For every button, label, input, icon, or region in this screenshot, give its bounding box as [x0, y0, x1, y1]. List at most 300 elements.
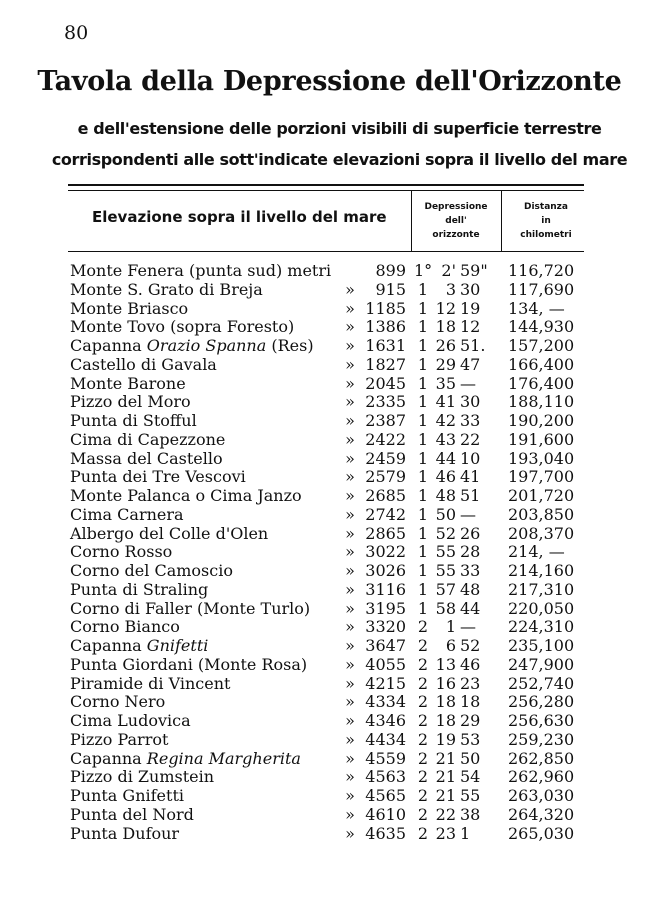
distance-value: 256,630 [508, 711, 575, 730]
depression-seconds: 48 [460, 579, 481, 599]
row-name [70, 806, 194, 825]
row-name [70, 431, 225, 450]
depression-seconds: 10 [460, 448, 481, 468]
depression-seconds: 47 [460, 354, 481, 374]
elevation-value: 2742 [365, 504, 406, 524]
table-row [0, 337, 659, 356]
elevation-value: 899 [375, 261, 406, 280]
row-name [70, 731, 168, 750]
distance-value: 176,400 [508, 373, 575, 393]
distance-value: 203,850 [508, 504, 575, 524]
depression-minutes: 26 [435, 336, 456, 355]
row-name-text: Monte Briasco [70, 298, 189, 318]
depression-minutes: 21 [435, 767, 456, 787]
table-row [0, 806, 659, 825]
depression-seconds: 53 [460, 729, 481, 749]
row-name-text: Castello di Gavala [70, 354, 217, 374]
table-rule-top-thick [68, 184, 584, 186]
header-distance-line: in [541, 216, 551, 226]
elevation-value: 2422 [365, 429, 406, 449]
depression-seconds: 28 [460, 542, 481, 562]
row-name-text: Punta di Stofful [70, 411, 197, 430]
depression-minutes: 19 [435, 729, 456, 749]
header-distance-line: Distanza [523, 202, 568, 212]
table-row [0, 487, 659, 506]
row-name [70, 581, 208, 600]
depression-degrees: 2 [417, 804, 428, 824]
row-name-text: Capanna [70, 636, 147, 655]
depression-degrees: 2 [417, 823, 428, 843]
depression-seconds: — [460, 617, 476, 637]
table-row [0, 393, 659, 412]
ditto-mark: » [345, 823, 355, 843]
header-divider-1 [411, 190, 412, 251]
depression-minutes: 41 [435, 392, 456, 412]
ditto-mark: » [345, 354, 355, 374]
row-name-text: Albergo del Colle d'Olen [70, 523, 269, 543]
depression-minutes: 43 [435, 429, 456, 449]
depression-degrees: 2 [417, 748, 428, 768]
row-name-text: Punta dei Tre Vescovi [70, 467, 246, 487]
distance-value: 193,040 [508, 448, 575, 468]
elevation-value: 3116 [365, 579, 406, 599]
depression-degrees: 1 [417, 279, 428, 299]
header-distance [505, 200, 587, 242]
depression-seconds: — [460, 504, 476, 524]
elevation-value: 4215 [365, 673, 406, 693]
row-name [70, 656, 307, 675]
depression-seconds: 19 [460, 298, 481, 318]
ditto-mark: » [345, 748, 355, 768]
depression-minutes: 18 [435, 317, 456, 337]
ditto-mark: » [345, 767, 355, 787]
distance-value: 117,690 [508, 279, 575, 299]
depression-degrees: 1 [417, 317, 428, 337]
depression-degrees: 1 [417, 448, 428, 468]
depression-minutes: 16 [435, 673, 456, 693]
ditto-mark: » [345, 654, 355, 674]
elevation-value: 2579 [365, 467, 406, 487]
elevation-value: 1631 [365, 336, 406, 355]
row-name-text: Capanna [70, 748, 147, 768]
table-row [0, 318, 659, 337]
row-name [70, 375, 186, 394]
row-name [70, 450, 223, 469]
table-row [0, 431, 659, 450]
depression-minutes: 42 [435, 411, 456, 430]
row-name-text: Monte Palanca o Cima Janzo [70, 486, 302, 505]
row-name [70, 300, 188, 319]
row-name [70, 750, 301, 769]
table-row [0, 693, 659, 712]
depression-degrees: 2 [417, 711, 428, 730]
elevation-value: 4346 [365, 711, 406, 730]
page-title: Tavola della Depressione dell'Orizzonte [37, 66, 622, 97]
distance-value: 217,310 [508, 579, 575, 599]
depression-seconds: 22 [460, 429, 481, 449]
table-row [0, 281, 659, 300]
elevation-value: 2865 [365, 523, 406, 543]
row-name [70, 525, 268, 544]
row-name [70, 637, 208, 656]
row-name-italic: Orazio Spanna [146, 336, 267, 355]
depression-minutes: 3 [445, 279, 456, 299]
elevation-value: 4559 [365, 748, 406, 768]
depression-minutes: 22 [435, 804, 456, 824]
elevation-value: 4563 [365, 767, 406, 787]
depression-degrees: 1 [417, 523, 428, 543]
depression-degrees: 2 [417, 767, 428, 787]
elevation-value: 2685 [365, 486, 406, 505]
header-depression-line: dell' [445, 216, 467, 226]
depression-degrees: 2 [417, 729, 428, 749]
distance-value: 144,930 [508, 317, 575, 337]
table-row [0, 412, 659, 431]
row-name-suffix: (Res) [266, 336, 314, 355]
row-name-text: Pizzo Parrot [70, 729, 169, 749]
depression-degrees: 2 [417, 692, 428, 712]
depression-degrees: 1 [417, 467, 428, 487]
distance-value: 262,960 [508, 767, 575, 787]
ditto-mark: » [345, 542, 355, 562]
ditto-mark: » [345, 429, 355, 449]
depression-seconds: 30 [460, 279, 481, 299]
row-name-text: Pizzo di Zumstein [70, 767, 215, 787]
row-name [70, 487, 302, 506]
distance-value: 252,740 [508, 673, 575, 693]
table-row [0, 581, 659, 600]
depression-minutes: 55 [435, 561, 456, 580]
depression-seconds: 38 [460, 804, 481, 824]
ditto-mark: » [345, 617, 355, 637]
depression-degrees: 1 [417, 354, 428, 374]
row-name-text: Cima Carnera [70, 504, 184, 524]
row-name-text: Piramide di Vincent [70, 673, 231, 693]
distance-value: 190,200 [508, 411, 575, 430]
depression-seconds: 46 [460, 654, 481, 674]
distance-value: 201,720 [508, 486, 575, 505]
row-name [70, 618, 180, 637]
row-name [70, 693, 165, 712]
depression-seconds: 50 [460, 748, 481, 768]
depression-minutes: 21 [435, 748, 456, 768]
table-row [0, 300, 659, 319]
depression-seconds: — [460, 373, 476, 393]
row-name-text: Monte Barone [70, 373, 186, 393]
row-name-text: Capanna [70, 336, 147, 355]
depression-seconds: 51. [460, 336, 486, 355]
ditto-mark: » [345, 729, 355, 749]
distance-value: 247,900 [508, 654, 575, 674]
distance-value: 265,030 [508, 823, 575, 843]
row-name [70, 600, 310, 619]
row-name [70, 356, 217, 375]
elevation-value: 3022 [365, 542, 406, 562]
ditto-mark: » [345, 486, 355, 505]
ditto-mark: » [345, 317, 355, 337]
table-rule-header-bottom [68, 251, 584, 252]
distance-value: 157,200 [508, 336, 575, 355]
depression-minutes: 50 [435, 504, 456, 524]
distance-value: 214,160 [508, 561, 575, 580]
table-row [0, 768, 659, 787]
depression-minutes: 29 [435, 354, 456, 374]
table-body [0, 262, 659, 843]
row-name-text: Punta Gnifetti [70, 786, 184, 805]
row-name-italic: Regina Margherita [146, 748, 301, 768]
row-name-text: Cima Ludovica [70, 711, 191, 730]
table-row [0, 787, 659, 806]
ditto-mark: » [345, 804, 355, 824]
depression-degrees: 1 [417, 429, 428, 449]
elevation-value: 4334 [365, 692, 406, 712]
depression-minutes: 44 [435, 448, 456, 468]
ditto-mark: » [345, 392, 355, 412]
elevation-value: 3195 [365, 598, 406, 618]
row-name [70, 337, 314, 356]
row-name [70, 787, 184, 806]
table-row [0, 712, 659, 731]
table-row [0, 562, 659, 581]
header-depression [415, 200, 497, 242]
row-name [70, 562, 233, 581]
elevation-value: 4055 [365, 654, 406, 674]
table-row [0, 675, 659, 694]
ditto-mark: » [345, 673, 355, 693]
ditto-mark: » [345, 298, 355, 318]
elevation-value: 1185 [365, 298, 406, 318]
row-name [70, 506, 184, 525]
row-name-text: Punta Dufour [70, 823, 180, 843]
depression-seconds: 30 [460, 392, 481, 412]
distance-value: 197,700 [508, 467, 575, 487]
row-name [70, 712, 191, 731]
depression-degrees: 1 [417, 598, 428, 618]
row-name [70, 768, 214, 787]
row-name-text: Corno Rosso [70, 542, 173, 562]
depression-seconds: 33 [460, 411, 481, 430]
depression-minutes: 55 [435, 542, 456, 562]
depression-seconds: 41 [460, 467, 481, 487]
ditto-mark: » [345, 448, 355, 468]
depression-degrees: 2 [417, 654, 428, 674]
row-name [70, 281, 263, 300]
depression-minutes: 48 [435, 486, 456, 505]
depression-degrees: 1 [417, 373, 428, 393]
elevation-value: 3026 [365, 561, 406, 580]
ditto-mark: » [345, 692, 355, 712]
ditto-mark: » [345, 336, 355, 355]
elevation-value: 4635 [365, 823, 406, 843]
elevation-value: 3647 [365, 636, 406, 655]
row-name-text: Corno del Camoscio [70, 561, 233, 580]
distance-value: 116,720 [508, 261, 575, 280]
row-name-text: Monte S. Grato di Breja [70, 279, 263, 299]
ditto-mark: » [345, 373, 355, 393]
depression-minutes: 46 [435, 467, 456, 487]
table-rule-top-thin [68, 190, 584, 191]
depression-minutes: 6 [445, 636, 456, 655]
depression-degrees: 1 [417, 579, 428, 599]
page-number: 80 [64, 22, 89, 44]
distance-value: 220,050 [508, 598, 575, 618]
depression-minutes: 57 [435, 579, 456, 599]
table-row [0, 468, 659, 487]
row-name-text: Cima di Capezzone [70, 429, 226, 449]
row-name-text: Punta del Nord [70, 804, 194, 824]
distance-value: 259,230 [508, 729, 575, 749]
row-name-italic: Gnifetti [146, 636, 209, 655]
row-name [70, 262, 331, 281]
table-row [0, 450, 659, 469]
depression-degrees: 1 [417, 411, 428, 430]
depression-degrees: 1 [417, 561, 428, 580]
header-divider-2 [501, 190, 502, 251]
ditto-mark: » [345, 411, 355, 430]
table-row [0, 375, 659, 394]
distance-value: 256,280 [508, 692, 575, 712]
row-name [70, 393, 191, 412]
elevation-value: 1386 [365, 317, 406, 337]
table-row [0, 600, 659, 619]
ditto-mark: » [345, 279, 355, 299]
table-row [0, 506, 659, 525]
distance-value: 224,310 [508, 617, 575, 637]
elevation-value: 4610 [365, 804, 406, 824]
table-row [0, 750, 659, 769]
elevation-value: 2459 [365, 448, 406, 468]
depression-minutes: 21 [435, 786, 456, 805]
table-row [0, 525, 659, 544]
row-name-text: Corno di Faller (Monte Turlo) [70, 598, 311, 618]
elevation-value: 915 [375, 279, 406, 299]
depression-minutes: 52 [435, 523, 456, 543]
row-name-text: Corno Bianco [70, 617, 180, 637]
depression-degrees: 1 [417, 504, 428, 524]
depression-degrees: 2 [417, 786, 428, 805]
elevation-value: 2387 [365, 411, 406, 430]
depression-degrees: 1 [417, 486, 428, 505]
depression-minutes: 18 [435, 692, 456, 712]
depression-degrees: 1° [414, 261, 433, 280]
depression-minutes: 1 [445, 617, 456, 637]
ditto-mark: » [345, 636, 355, 655]
distance-value: 235,100 [508, 636, 575, 655]
ditto-mark: » [345, 786, 355, 805]
distance-value: 263,030 [508, 786, 575, 805]
row-name-text: Monte Fenera (punta sud) metri [70, 261, 332, 280]
depression-seconds: 33 [460, 561, 481, 580]
table-row [0, 656, 659, 675]
ditto-mark: » [345, 561, 355, 580]
distance-value: 264,320 [508, 804, 575, 824]
ditto-mark: » [345, 579, 355, 599]
row-name-text: Punta Giordani (Monte Rosa) [70, 654, 308, 674]
distance-value: 134, — [508, 298, 565, 318]
depression-degrees: 1 [417, 298, 428, 318]
table-row [0, 262, 659, 281]
depression-seconds: 18 [460, 692, 481, 712]
elevation-value: 1827 [365, 354, 406, 374]
elevation-value: 4565 [365, 786, 406, 805]
row-name [70, 825, 179, 844]
depression-degrees: 2 [417, 636, 428, 655]
depression-seconds: 1 [460, 823, 471, 843]
distance-value: 166,400 [508, 354, 575, 374]
table-row [0, 637, 659, 656]
row-name [70, 543, 172, 562]
row-name [70, 318, 294, 337]
header-depression-line: Depressione [424, 202, 488, 212]
row-name-text: Monte Tovo (sopra Foresto) [70, 317, 295, 337]
depression-degrees: 2 [417, 673, 428, 693]
depression-seconds: 26 [460, 523, 481, 543]
depression-minutes: 23 [435, 823, 456, 843]
depression-minutes: 58 [435, 598, 456, 618]
depression-minutes: 2' [441, 261, 456, 280]
depression-minutes: 12 [435, 298, 456, 318]
row-name-text: Punta di Straling [70, 579, 209, 599]
ditto-mark: » [345, 467, 355, 487]
depression-seconds: 55 [460, 786, 481, 805]
table-row [0, 825, 659, 844]
row-name-text: Pizzo del Moro [70, 392, 191, 412]
depression-minutes: 35 [435, 373, 456, 393]
header-elevation: Elevazione sopra il livello del mare [92, 208, 387, 226]
depression-seconds: 51 [460, 486, 481, 505]
ditto-mark: » [345, 711, 355, 730]
depression-seconds: 12 [460, 317, 481, 337]
distance-value: 214, — [508, 542, 565, 562]
depression-minutes: 13 [435, 654, 456, 674]
distance-value: 191,600 [508, 429, 575, 449]
table-row [0, 618, 659, 637]
depression-degrees: 2 [417, 617, 428, 637]
subtitle-line-2: corrispondenti alle sott'indicate elevazioni sopra il livello del mare [51, 150, 628, 169]
depression-seconds: 52 [460, 636, 481, 655]
depression-degrees: 1 [417, 336, 428, 355]
depression-seconds: 29 [460, 711, 481, 730]
depression-seconds: 59" [460, 261, 488, 280]
row-name-text: Corno Nero [70, 692, 166, 712]
row-name [70, 412, 197, 431]
distance-value: 208,370 [508, 523, 575, 543]
elevation-value: 3320 [365, 617, 406, 637]
header-distance-line: chilometri [520, 230, 572, 240]
table-row [0, 356, 659, 375]
depression-degrees: 1 [417, 542, 428, 562]
row-name [70, 675, 230, 694]
depression-degrees: 1 [417, 392, 428, 412]
distance-value: 262,850 [508, 748, 575, 768]
distance-value: 188,110 [508, 392, 575, 412]
ditto-mark: » [345, 504, 355, 524]
depression-minutes: 18 [435, 711, 456, 730]
header-depression-line: orizzonte [432, 230, 480, 240]
table-row [0, 731, 659, 750]
row-name [70, 468, 246, 487]
elevation-value: 2335 [365, 392, 406, 412]
depression-seconds: 23 [460, 673, 481, 693]
subtitle-line-1: e dell'estensione delle porzioni visibili di superficie terrestre [77, 119, 602, 138]
depression-seconds: 44 [460, 598, 481, 618]
ditto-mark: » [345, 523, 355, 543]
row-name-text: Massa del Castello [70, 448, 223, 468]
ditto-mark: » [345, 598, 355, 618]
depression-seconds: 54 [460, 767, 481, 787]
elevation-value: 4434 [365, 729, 406, 749]
table-row [0, 543, 659, 562]
